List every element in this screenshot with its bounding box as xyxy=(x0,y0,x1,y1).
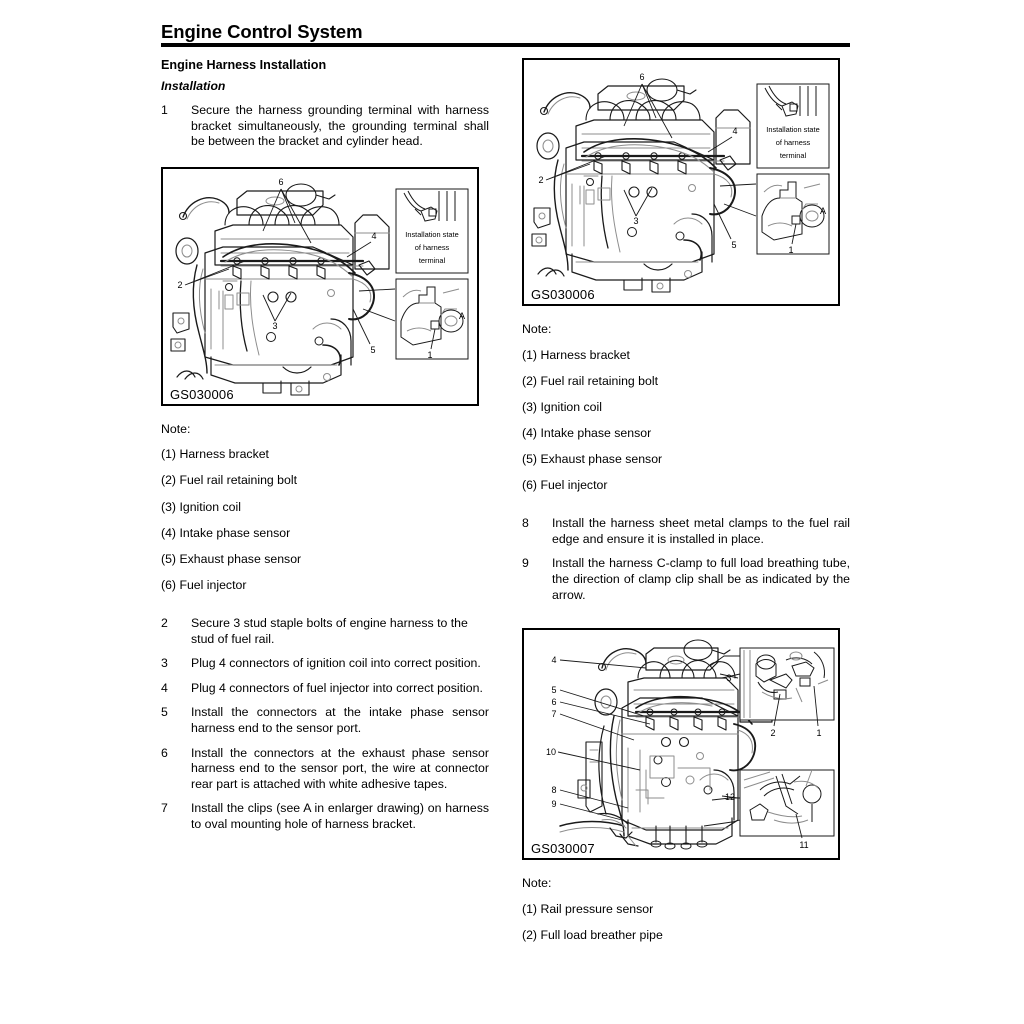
step-text: Install the harness C-clamp to full load breathing tube, the direction of clamp clip shall be as indicated by the arrow. xyxy=(552,556,850,602)
step-text: Secure 3 stud staple bolts of engine harness to the stud of fuel rail. xyxy=(191,615,468,646)
callout-2: 2 xyxy=(770,728,776,739)
note-item: (5) Exhaust phase sensor xyxy=(522,451,663,466)
step-number: 6 xyxy=(161,745,168,760)
callout-6: 6 xyxy=(639,72,645,82)
engine-diagram-right-top xyxy=(524,60,838,304)
step-item xyxy=(161,801,489,832)
callout-4: 4 xyxy=(551,655,557,666)
note-label: Note: xyxy=(161,421,191,436)
right-column xyxy=(522,58,850,954)
step-text: Install the clips (see A in enlarger drawing) on harness to oval mounting hole of harness bracket. xyxy=(191,801,489,831)
inset-caption-line-3: terminal xyxy=(779,151,807,160)
note-item: (1) Harness bracket xyxy=(161,447,269,462)
title-divider xyxy=(161,43,850,47)
inset-bracket-detail xyxy=(757,174,829,255)
note-label: Note: xyxy=(522,876,552,891)
engine-diagram-left xyxy=(163,169,477,404)
callout-6: 6 xyxy=(278,176,284,187)
callout-6: 6 xyxy=(551,697,557,708)
note-item: (2) Full load breather pipe xyxy=(522,927,663,942)
note-item: (1) Harness bracket xyxy=(522,347,630,362)
step-item xyxy=(161,616,489,647)
figure-gs030006-left xyxy=(161,167,479,406)
note-item: (4) Intake phase sensor xyxy=(522,425,652,440)
step-text: Secure the harness grounding terminal with harness bracket simultaneously, the grounding terminal shall be between the bracket and cylinder head. xyxy=(191,103,489,149)
note-item: (2) Fuel rail retaining bolt xyxy=(522,373,659,388)
step-text: Install the connectors at the intake phase sensor harness end to the sensor port. xyxy=(191,705,489,735)
inset-caption-line-1: Installation state xyxy=(405,229,459,239)
step-text: Install the harness sheet metal clamps to the fuel rail edge and ensure it is installed in place. xyxy=(552,516,850,546)
note-item: (6) Fuel injector xyxy=(522,478,608,493)
figure-code: GS030006 xyxy=(170,386,234,402)
step-text: Plug 4 connectors of ignition coil into correct position. xyxy=(191,656,481,671)
callout-5: 5 xyxy=(551,685,557,696)
step-number: 2 xyxy=(161,615,168,630)
callout-8: 8 xyxy=(551,785,557,796)
step-number: 3 xyxy=(161,656,168,671)
callout-3: 3 xyxy=(633,216,639,226)
note-item: (4) Intake phase sensor xyxy=(161,525,291,540)
section-heading: Engine Harness Installation xyxy=(161,58,327,72)
step-item xyxy=(522,516,850,547)
callout-9: 9 xyxy=(551,799,557,810)
inset-callout-a: A xyxy=(819,206,827,216)
step-number: 4 xyxy=(161,680,168,695)
step-item xyxy=(161,656,489,672)
callout-10: 10 xyxy=(545,747,557,758)
callout-3: 3 xyxy=(272,320,278,331)
step-number: 1 xyxy=(161,103,168,117)
callout-2: 2 xyxy=(538,175,544,185)
step-item xyxy=(522,556,850,603)
inset-caption-line-3: terminal xyxy=(418,255,446,265)
note-item: (6) Fuel injector xyxy=(161,577,247,592)
step-number: 7 xyxy=(161,801,168,816)
step-item xyxy=(161,746,489,793)
callout-5: 5 xyxy=(731,240,737,250)
step-text: Plug 4 connectors of fuel injector into correct position. xyxy=(191,680,483,695)
callout-11: 11 xyxy=(799,840,809,851)
step-number: 8 xyxy=(522,516,529,531)
note-item: (5) Exhaust phase sensor xyxy=(161,551,302,566)
inset-harness-terminal xyxy=(757,84,829,168)
note-item: (3) Ignition coil xyxy=(161,499,241,514)
inset-caption-line-1: Installation state xyxy=(766,125,820,134)
left-column xyxy=(161,58,489,841)
inset-callout-1: 1 xyxy=(788,245,794,255)
callout-3: 3 xyxy=(726,673,732,684)
figure-code: GS030007 xyxy=(531,841,595,857)
sub-heading: Installation xyxy=(161,79,226,93)
inset-harness-terminal xyxy=(396,189,468,273)
callout-5: 5 xyxy=(370,344,376,355)
note-item: (3) Ignition coil xyxy=(522,399,602,414)
step-number: 5 xyxy=(161,705,168,720)
step-text: Install the connectors at the exhaust phase sensor harness end to the sensor port, the wire at connector rear part is attached with white adhesive tapes. xyxy=(191,745,489,791)
figure-gs030007 xyxy=(522,628,840,860)
callout-12: 12 xyxy=(724,792,736,803)
inset-c-clamp-detail xyxy=(722,770,834,850)
note-item: (2) Fuel rail retaining bolt xyxy=(161,473,298,488)
callout-4: 4 xyxy=(732,126,738,136)
step-item xyxy=(161,103,489,150)
figure-gs030006-right xyxy=(522,58,840,306)
callout-1: 1 xyxy=(816,728,822,739)
note-label: Note: xyxy=(522,322,552,336)
inset-caption-line-2: of harness xyxy=(775,138,811,147)
step-number: 9 xyxy=(522,556,529,571)
step-item xyxy=(161,705,489,736)
figure-code: GS030006 xyxy=(531,287,595,302)
callout-7: 7 xyxy=(551,709,557,720)
page-title: Engine Control System xyxy=(161,21,363,43)
callout-2: 2 xyxy=(177,279,183,290)
step-item xyxy=(161,681,489,697)
inset-caption-line-2: of harness xyxy=(414,242,450,252)
callout-4: 4 xyxy=(371,230,377,241)
inset-callout-1: 1 xyxy=(427,349,433,360)
inset-bracket-detail xyxy=(396,279,468,360)
inset-callout-a: A xyxy=(458,310,466,321)
engine-diagram-bottom xyxy=(524,630,838,858)
note-item: (1) Rail pressure sensor xyxy=(522,901,654,916)
